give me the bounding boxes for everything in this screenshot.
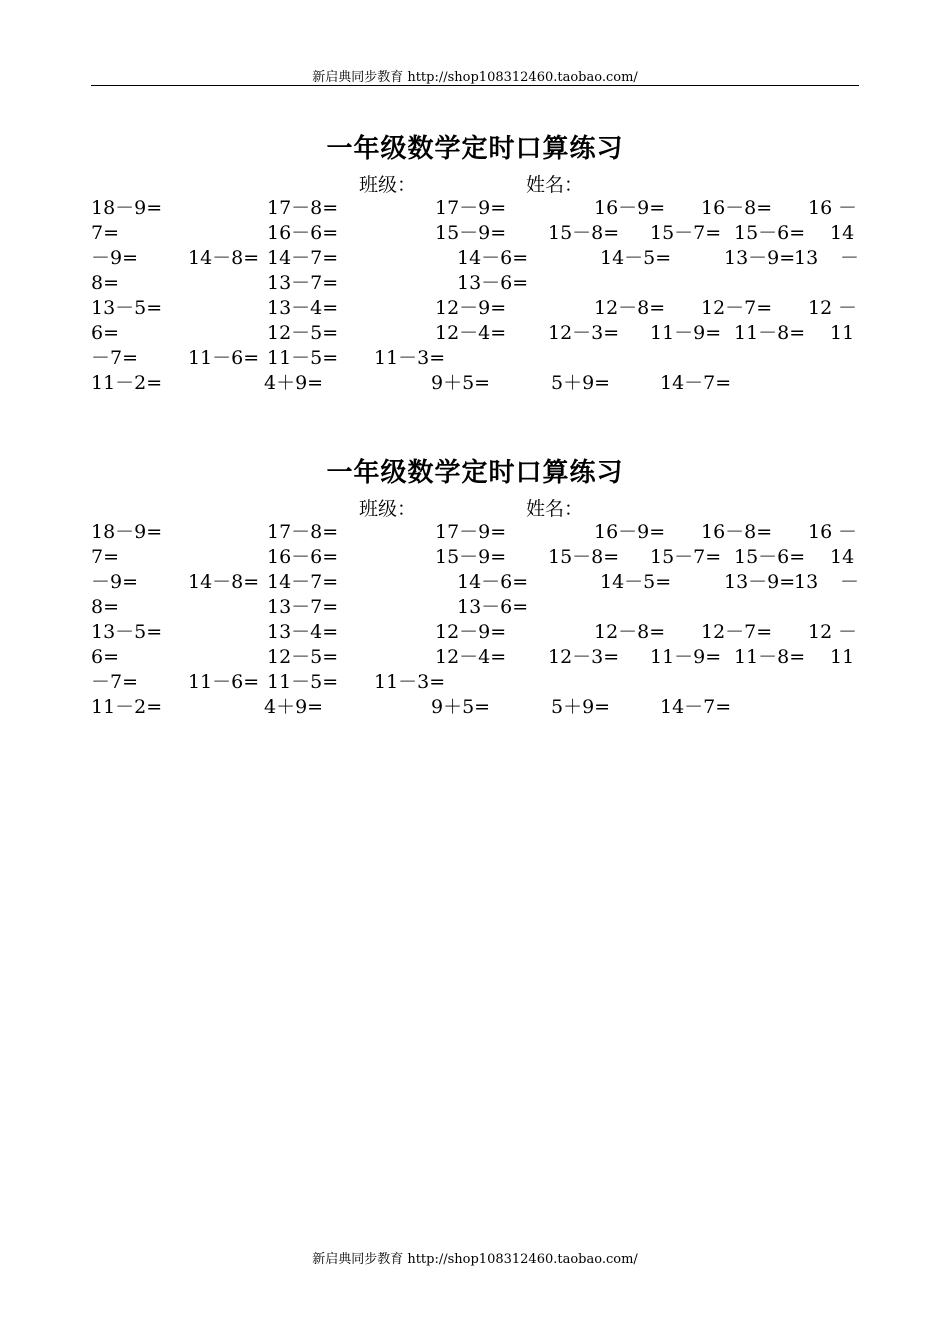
problem: 17－8= <box>267 521 339 543</box>
sheet-title: 一年级数学定时口算练习 <box>326 134 624 164</box>
problem: 11 <box>830 322 855 344</box>
problem: 13－9= <box>724 571 796 593</box>
problem-row <box>0 595 950 620</box>
problem: － <box>840 571 860 593</box>
page-footer: 新启典同步教育 http://shop108312460.taobao.com/ <box>312 1252 638 1267</box>
problem-row <box>0 196 950 221</box>
problem: 15－8= <box>548 222 620 244</box>
problem: 6= <box>91 322 120 344</box>
problem: 13 <box>794 571 819 593</box>
problem: 9＋5= <box>431 696 491 718</box>
problem: 12－8= <box>594 621 666 643</box>
problem: 7= <box>91 546 120 568</box>
class-label: 班级： <box>359 498 417 520</box>
problem: 13－4= <box>267 297 339 319</box>
problem: －7= <box>91 347 139 369</box>
problem: 14 <box>830 222 855 244</box>
problem: 17－9= <box>435 197 507 219</box>
problem: 12－5= <box>267 322 339 344</box>
problem: 12－9= <box>435 621 507 643</box>
problem: 9＋5= <box>431 372 491 394</box>
problem: － <box>838 621 858 643</box>
problem: 11－3= <box>374 347 446 369</box>
problem: 17－8= <box>267 197 339 219</box>
problem: 16－6= <box>267 222 339 244</box>
class-label: 班级： <box>359 174 417 196</box>
problem: 14－7= <box>267 571 339 593</box>
problem: 16 <box>808 521 833 543</box>
problem: 11－9= <box>650 646 722 668</box>
problem: 15－6= <box>734 222 806 244</box>
problem: 13－7= <box>267 596 339 618</box>
problem-row <box>0 570 950 595</box>
problem: 11－2= <box>91 696 163 718</box>
problem: 16－6= <box>267 546 339 568</box>
problem: 11－3= <box>374 671 446 693</box>
problem-row <box>0 520 950 545</box>
problem: 12－9= <box>435 297 507 319</box>
problem: 12－7= <box>701 297 773 319</box>
problem: 5＋9= <box>551 372 611 394</box>
page-header: 新启典同步教育 http://shop108312460.taobao.com/ <box>312 70 638 85</box>
problem-row <box>0 545 950 570</box>
problem: 5＋9= <box>551 696 611 718</box>
sheet-title: 一年级数学定时口算练习 <box>326 458 624 488</box>
problem: 13－5= <box>91 297 163 319</box>
problem: 16－9= <box>594 197 666 219</box>
problem: 14－6= <box>457 571 529 593</box>
problem-row <box>0 645 950 670</box>
problem: 7= <box>91 222 120 244</box>
problem: 12 <box>808 621 833 643</box>
problem: 11－5= <box>267 671 339 693</box>
name-label: 姓名： <box>526 498 584 520</box>
problem: 14－8= <box>188 571 260 593</box>
problem: 13－5= <box>91 621 163 643</box>
problem: 16 <box>808 197 833 219</box>
problem: 4＋9= <box>264 696 324 718</box>
problem: 12－4= <box>435 322 507 344</box>
problem: 14－6= <box>457 247 529 269</box>
problem: 15－8= <box>548 546 620 568</box>
problem: 15－9= <box>435 546 507 568</box>
problem-row <box>0 371 950 396</box>
problem-row <box>0 321 950 346</box>
problem-row <box>0 271 950 296</box>
problem: 13－4= <box>267 621 339 643</box>
problem: 14－5= <box>600 571 672 593</box>
problem: 11 <box>830 646 855 668</box>
problem: 16－8= <box>701 197 773 219</box>
header-divider <box>91 85 859 86</box>
problem: 11－2= <box>91 372 163 394</box>
problem: 6= <box>91 646 120 668</box>
problem: 11－8= <box>734 646 806 668</box>
problem-row <box>0 346 950 371</box>
problem-row <box>0 670 950 695</box>
problem: 18－9= <box>91 521 163 543</box>
problem: 11－9= <box>650 322 722 344</box>
problem-row <box>0 695 950 720</box>
problem: 14－7= <box>267 247 339 269</box>
problem: 13－6= <box>457 596 529 618</box>
problem: － <box>840 247 860 269</box>
problem-row <box>0 246 950 271</box>
problem: 14－8= <box>188 247 260 269</box>
problem: 13 <box>794 247 819 269</box>
problem: 8= <box>91 272 120 294</box>
problem: 12－3= <box>548 646 620 668</box>
problem: 14－7= <box>660 372 732 394</box>
problem: 17－9= <box>435 521 507 543</box>
problem-row <box>0 620 950 645</box>
problem-row <box>0 221 950 246</box>
problem: 12 <box>808 297 833 319</box>
problem: 12－3= <box>548 322 620 344</box>
problem: 13－9= <box>724 247 796 269</box>
problem: 11－6= <box>188 671 260 693</box>
problem: 11－6= <box>188 347 260 369</box>
problem: 15－6= <box>734 546 806 568</box>
problem: 15－7= <box>650 546 722 568</box>
problem: 14 <box>830 546 855 568</box>
problem: 13－7= <box>267 272 339 294</box>
problem: － <box>838 197 858 219</box>
problem: 15－7= <box>650 222 722 244</box>
problem: － <box>838 521 858 543</box>
problem: 12－4= <box>435 646 507 668</box>
problem: －9= <box>91 247 139 269</box>
problem: 12－8= <box>594 297 666 319</box>
problem: 8= <box>91 596 120 618</box>
problem: 12－5= <box>267 646 339 668</box>
problem: －9= <box>91 571 139 593</box>
problem: － <box>838 297 858 319</box>
problem: 11－5= <box>267 347 339 369</box>
problem: 16－9= <box>594 521 666 543</box>
problem: 18－9= <box>91 197 163 219</box>
problem: 12－7= <box>701 621 773 643</box>
problem: －7= <box>91 671 139 693</box>
problem: 14－7= <box>660 696 732 718</box>
problem: 13－6= <box>457 272 529 294</box>
problem-row <box>0 296 950 321</box>
problem: 4＋9= <box>264 372 324 394</box>
problem: 11－8= <box>734 322 806 344</box>
name-label: 姓名： <box>526 174 584 196</box>
problem: 14－5= <box>600 247 672 269</box>
problem: 16－8= <box>701 521 773 543</box>
problem: 15－9= <box>435 222 507 244</box>
